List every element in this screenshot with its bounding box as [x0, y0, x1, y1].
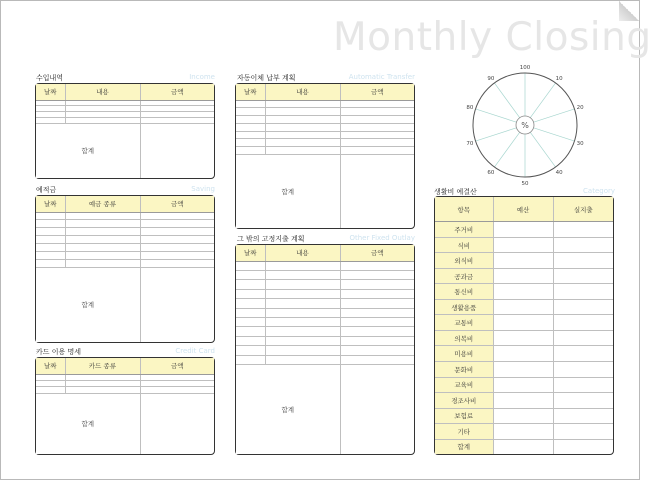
actual-total-cell[interactable]	[553, 439, 613, 454]
fixed-col-content: 내용	[265, 245, 340, 261]
fixed-row[interactable]	[236, 289, 414, 298]
budget-row[interactable]	[435, 377, 613, 393]
transfer-col-date: 날짜	[236, 84, 265, 100]
actual-value-cell[interactable]	[553, 253, 613, 269]
budget-category-label: 문화비	[435, 361, 493, 377]
transfer-col-amount: 금액	[340, 84, 414, 100]
dial-spoke	[534, 128, 575, 141]
actual-value-cell[interactable]	[553, 222, 613, 238]
dial-spoke	[494, 83, 519, 118]
fixed-total-label: 합계	[236, 364, 340, 454]
budget-value-cell[interactable]	[493, 315, 553, 331]
dial-tick-label: 70	[466, 140, 474, 147]
transfer-row[interactable]	[236, 116, 414, 124]
income-col-amount: 금액	[140, 84, 214, 100]
transfer-total-row[interactable]	[236, 154, 414, 228]
transfer-section-eng: Automatic Transfer	[348, 73, 415, 81]
fixed-col-amount: 금액	[340, 245, 414, 261]
transfer-table	[235, 83, 415, 229]
fixed-row[interactable]	[236, 280, 414, 289]
budget-value-cell[interactable]	[493, 346, 553, 362]
budget-value-cell[interactable]	[493, 284, 553, 300]
savings-row[interactable]	[36, 220, 214, 228]
budget-total-label: 합계	[435, 439, 493, 454]
budget-category-label: 통신비	[435, 284, 493, 300]
budget-row[interactable]	[435, 346, 613, 362]
budget-category-label: 외식비	[435, 253, 493, 269]
card-total-row[interactable]	[36, 393, 214, 454]
budget-row[interactable]	[435, 408, 613, 424]
page-title: Monthly Closing	[333, 15, 652, 60]
fixed-row[interactable]	[236, 336, 414, 345]
budget-col-category: 항목	[435, 197, 493, 222]
actual-value-cell[interactable]	[553, 330, 613, 346]
actual-value-cell[interactable]	[553, 377, 613, 393]
fixed-row[interactable]	[236, 346, 414, 355]
fixed-row[interactable]	[236, 308, 414, 317]
actual-value-cell[interactable]	[553, 237, 613, 253]
budget-row[interactable]	[435, 268, 613, 284]
budget-row[interactable]	[435, 315, 613, 331]
transfer-total-label: 합계	[236, 154, 340, 228]
budget-value-cell[interactable]	[493, 424, 553, 440]
card-col-amount: 금액	[140, 358, 214, 374]
budget-value-cell[interactable]	[493, 237, 553, 253]
dial-spoke	[534, 109, 575, 122]
transfer-row[interactable]	[236, 100, 414, 108]
budget-value-cell[interactable]	[493, 377, 553, 393]
fixed-row[interactable]	[236, 355, 414, 364]
budget-category-label: 미용비	[435, 346, 493, 362]
savings-row[interactable]	[36, 251, 214, 259]
dial-tick-label: 80	[466, 105, 474, 112]
transfer-row[interactable]	[236, 123, 414, 131]
income-col-date: 날짜	[36, 84, 65, 100]
card-section-label: 카드 이용 명세	[36, 348, 82, 356]
savings-row[interactable]	[36, 228, 214, 236]
card-col-date: 날짜	[36, 358, 65, 374]
income-table	[35, 83, 215, 179]
percent-dial	[466, 65, 584, 187]
budget-category-label: 기타	[435, 424, 493, 440]
savings-table	[35, 195, 215, 343]
dial-tick-label: 60	[487, 169, 495, 176]
savings-col-type: 예금 종류	[65, 196, 140, 212]
fixed-table	[235, 244, 415, 455]
budget-row[interactable]	[435, 284, 613, 300]
fixed-total-row[interactable]	[236, 364, 414, 454]
budget-row[interactable]	[435, 330, 613, 346]
card-total-label: 합계	[36, 393, 140, 454]
budget-section-label: 생활비 예결산	[434, 188, 477, 196]
card-table	[35, 357, 215, 455]
dial-tick-label: 100	[519, 65, 531, 71]
budget-category-label: 보험료	[435, 408, 493, 424]
actual-value-cell[interactable]	[553, 315, 613, 331]
budget-total-cell[interactable]	[493, 439, 553, 454]
transfer-row[interactable]	[236, 108, 414, 116]
budget-row[interactable]	[435, 253, 613, 269]
dial-spoke	[476, 128, 517, 141]
dial-spoke	[530, 132, 555, 167]
savings-row[interactable]	[36, 236, 214, 244]
budget-value-cell[interactable]	[493, 268, 553, 284]
budget-row[interactable]	[435, 299, 613, 315]
actual-value-cell[interactable]	[553, 299, 613, 315]
budget-value-cell[interactable]	[493, 361, 553, 377]
budget-row[interactable]	[435, 361, 613, 377]
transfer-section-label: 자동이체 납부 계획	[237, 74, 296, 82]
budget-category-label: 식비	[435, 237, 493, 253]
transfer-row[interactable]	[236, 139, 414, 147]
income-section-eng: Income	[189, 73, 215, 81]
budget-value-cell[interactable]	[493, 253, 553, 269]
dial-tick-label: 40	[555, 169, 563, 176]
fixed-row[interactable]	[236, 299, 414, 308]
actual-value-cell[interactable]	[553, 393, 613, 409]
budget-value-cell[interactable]	[493, 393, 553, 409]
budget-row[interactable]	[435, 424, 613, 440]
actual-value-cell[interactable]	[553, 361, 613, 377]
dial-spoke	[476, 109, 517, 122]
dial-spoke	[494, 132, 519, 167]
budget-value-cell[interactable]	[493, 408, 553, 424]
budget-value-cell[interactable]	[493, 222, 553, 238]
dial-tick-label: 20	[576, 105, 584, 112]
actual-value-cell[interactable]	[553, 346, 613, 362]
budget-section-eng: Category	[583, 187, 615, 195]
fixed-row[interactable]	[236, 270, 414, 279]
budget-category-label: 공과금	[435, 268, 493, 284]
budget-value-cell[interactable]	[493, 299, 553, 315]
transfer-col-content: 내용	[265, 84, 340, 100]
budget-row[interactable]	[435, 222, 613, 238]
budget-category-label: 교육비	[435, 377, 493, 393]
dial-spoke	[530, 83, 555, 118]
transfer-row[interactable]	[236, 131, 414, 139]
budget-category-label: 경조사비	[435, 393, 493, 409]
budget-category-label: 교통비	[435, 315, 493, 331]
fixed-row[interactable]	[236, 261, 414, 270]
fixed-row[interactable]	[236, 317, 414, 326]
income-col-content: 내용	[65, 84, 140, 100]
budget-table	[434, 196, 614, 455]
savings-col-date: 날짜	[36, 196, 65, 212]
income-total-row[interactable]	[36, 123, 214, 178]
savings-row[interactable]	[36, 259, 214, 267]
budget-category-label: 주거비	[435, 222, 493, 238]
actual-value-cell[interactable]	[553, 424, 613, 440]
card-section-eng: Credit Card	[175, 347, 215, 355]
budget-col-actual: 실지출	[553, 197, 613, 222]
savings-row[interactable]	[36, 212, 214, 220]
budget-row[interactable]	[435, 393, 613, 409]
dial-tick-label: 90	[487, 76, 495, 83]
income-section-label: 수입내역	[36, 74, 64, 82]
budget-category-label: 생활용품	[435, 299, 493, 315]
actual-value-cell[interactable]	[553, 408, 613, 424]
dial-tick-label: 10	[555, 76, 563, 83]
budget-value-cell[interactable]	[493, 330, 553, 346]
budget-row[interactable]	[435, 237, 613, 253]
fixed-section-eng: Other Fixed Outlay	[349, 234, 415, 242]
fixed-col-date: 날짜	[236, 245, 265, 261]
income-total-label: 합계	[36, 123, 140, 178]
actual-value-cell[interactable]	[553, 268, 613, 284]
savings-row[interactable]	[36, 244, 214, 252]
card-col-type: 카드 종류	[65, 358, 140, 374]
fixed-row[interactable]	[236, 327, 414, 336]
dial-tick-label: 50	[521, 181, 529, 187]
dial-center-label: %	[521, 121, 529, 130]
budget-col-budget: 예산	[493, 197, 553, 222]
savings-section-eng: Saving	[191, 185, 215, 193]
budget-total-row[interactable]	[435, 439, 613, 454]
budget-category-label: 의복비	[435, 330, 493, 346]
transfer-row[interactable]	[236, 147, 414, 155]
fixed-section-label: 그 밖의 고정지출 계획	[237, 235, 305, 243]
savings-section-label: 예적금	[36, 186, 57, 194]
savings-total-label: 합계	[36, 267, 140, 342]
dial-tick-label: 30	[576, 140, 584, 147]
savings-col-amount: 금액	[140, 196, 214, 212]
actual-value-cell[interactable]	[553, 284, 613, 300]
savings-total-row[interactable]	[36, 267, 214, 342]
